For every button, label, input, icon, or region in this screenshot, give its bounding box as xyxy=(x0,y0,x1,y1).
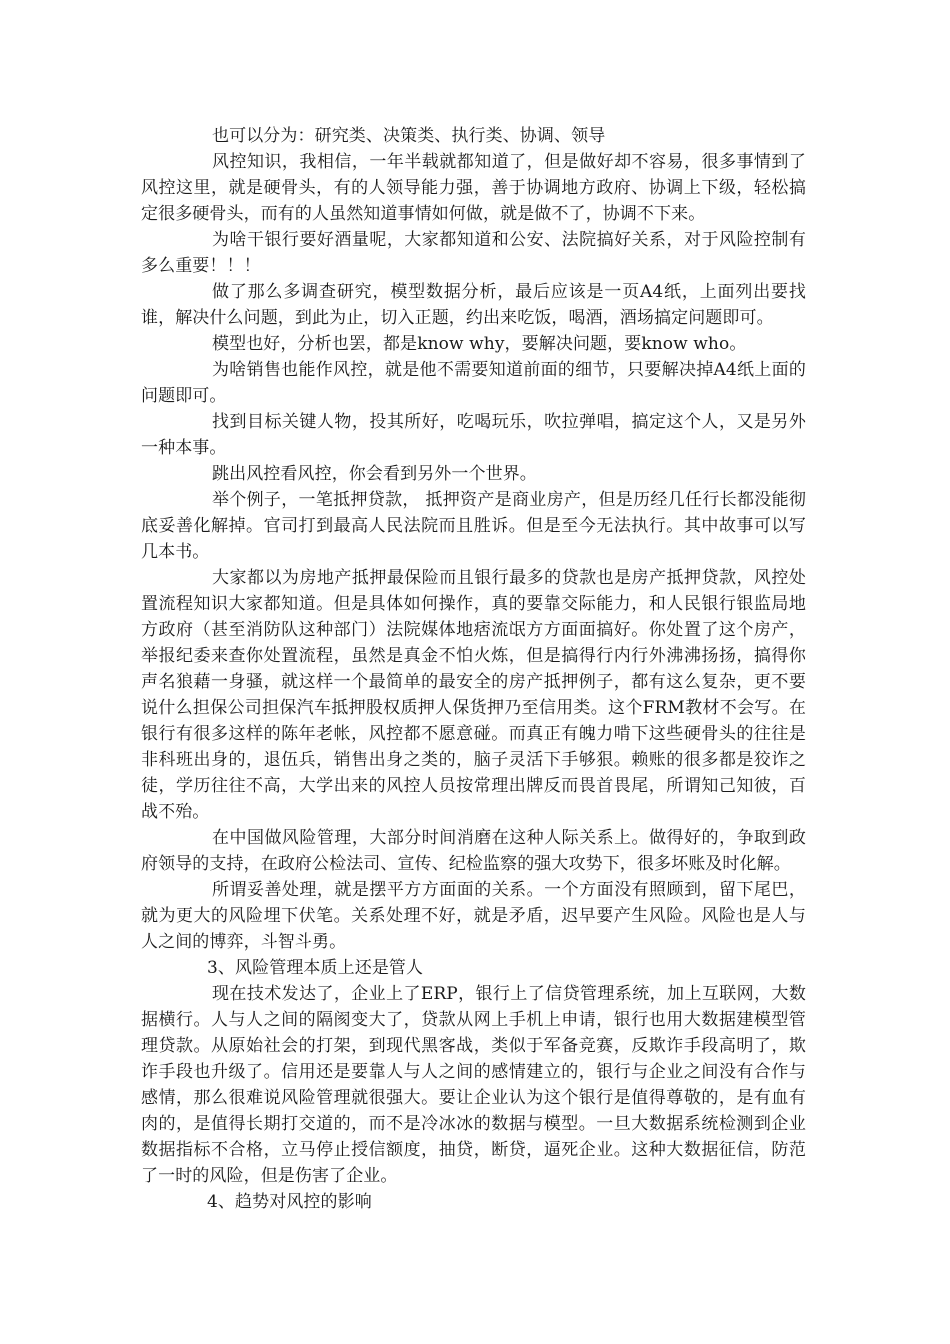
document-body xyxy=(141,123,806,1215)
paragraph-china-risk: 在中国做风险管理，大部分时间消磨在这种人际关系上。做得好的，争取到政府领导的支持，在政府公检法司、宣传、纪检监察的强大攻势下，很多坏账及时化解。 xyxy=(141,828,806,874)
paragraph-real-estate: 大家都以为房地产抵押最保险而且银行最多的贷款也是房产抵押贷款，风控处置流程知识大家都知道。但是具体如何操作，真的要靠交际能力，和人民银行银监局地方政府（甚至消防队这种部门）法院媒体地痞流氓方方面面搞好。你处置了这个房产，举报纪委来查你处置流程，虽然是真金不怕火炼，但是搞得行内行外沸沸扬扬，搞得你声名狼藉一身骚，就这样一个最简单的最安全的房产抵押例子，都有这么复杂，更不要说什么担保公司担保汽车抵押股权质押人保货押乃至信用类。这个FRM教材不会写。在银行有很多这样的陈年老帐，风控都不愿意碰。而真正有魄力啃下这些硬骨头的往往是非科班出身的，退伍兵，销售出身之类的，脑子灵活下手够狠。赖账的很多都是狡诈之徒，学历往往不高，大学出来的风控人员按常理出牌反而畏首畏尾，所谓知己知彼，百战不殆。 xyxy=(141,568,806,822)
section-heading-3: 3、风险管理本质上还是管人 xyxy=(207,958,424,978)
paragraph-a4-paper: 做了那么多调查研究，模型数据分析，最后应该是一页A4纸，上面列出要找谁，解决什么问题，到此为止，切入正题，约出来吃饭，喝酒，酒场搞定问题即可。 xyxy=(141,282,806,328)
paragraph-categories: 也可以分为：研究类、决策类、执行类、协调、领导 xyxy=(212,126,606,146)
paragraph-drinking: 为啥干银行要好酒量呢，大家都知道和公安、法院搞好关系，对于风险控制有多么重要！！！ xyxy=(141,230,806,276)
paragraph-sales: 为啥销售也能作风控，就是他不需要知道前面的细节，只要解决掉A4纸上面的问题即可。 xyxy=(141,360,806,406)
section-heading-4: 4、趋势对风控的影响 xyxy=(207,1192,372,1212)
paragraph-know-who: 模型也好，分析也罢，都是know why，要解决问题，要know who。 xyxy=(212,334,747,354)
paragraph-example: 举个例子，一笔抵押贷款， 抵押资产是商业房产，但是历经几任行长都没能彻底妥善化解掉。官司打到最高人民法院而且胜诉。但是至今无法执行。其中故事可以写几本书。 xyxy=(141,490,806,562)
paragraph-risk-knowledge: 风控知识，我相信，一年半载就都知道了，但是做好却不容易，很多事情到了风控这里，就是硬骨头，有的人领导能力强，善于协调地方政府、协调上下级，轻松搞定很多硬骨头，而有的人虽然知道事情如何做，就是做不了，协调不下来。 xyxy=(141,152,806,224)
paragraph-another-world: 跳出风控看风控，你会看到另外一个世界。 xyxy=(212,464,537,484)
paragraph-proper-handling: 所谓妥善处理，就是摆平方方面面的关系。一个方面没有照顾到，留下尾巴，就为更大的风险埋下伏笔。关系处理不好，就是矛盾，迟早要产生风险。风险也是人与人之间的博弈，斗智斗勇。 xyxy=(141,880,806,952)
paragraph-technology: 现在技术发达了，企业上了ERP，银行上了信贷管理系统，加上互联网，大数据横行。人与人之间的隔阂变大了，贷款从网上手机上申请，银行也用大数据建模型管理贷款。从原始社会的打架，到现代黑客战，类似于军备竞赛，反欺诈手段高明了，欺诈手段也升级了。信用还是要靠人与人之间的感情建立的，银行与企业之间没有合作与感情，那么很难说风险管理就很强大。要让企业认为这个银行是值得尊敬的，是有血有肉的，是值得长期打交道的，而不是冷冰冰的数据与模型。一旦大数据系统检测到企业数据指标不合格，立马停止授信额度，抽贷，断贷，逼死企业。这种大数据征信，防范了一时的风险，但是伤害了企业。 xyxy=(141,984,806,1186)
paragraph-key-person: 找到目标关键人物，投其所好，吃喝玩乐，吹拉弹唱，搞定这个人，又是另外一种本事。 xyxy=(141,412,806,458)
